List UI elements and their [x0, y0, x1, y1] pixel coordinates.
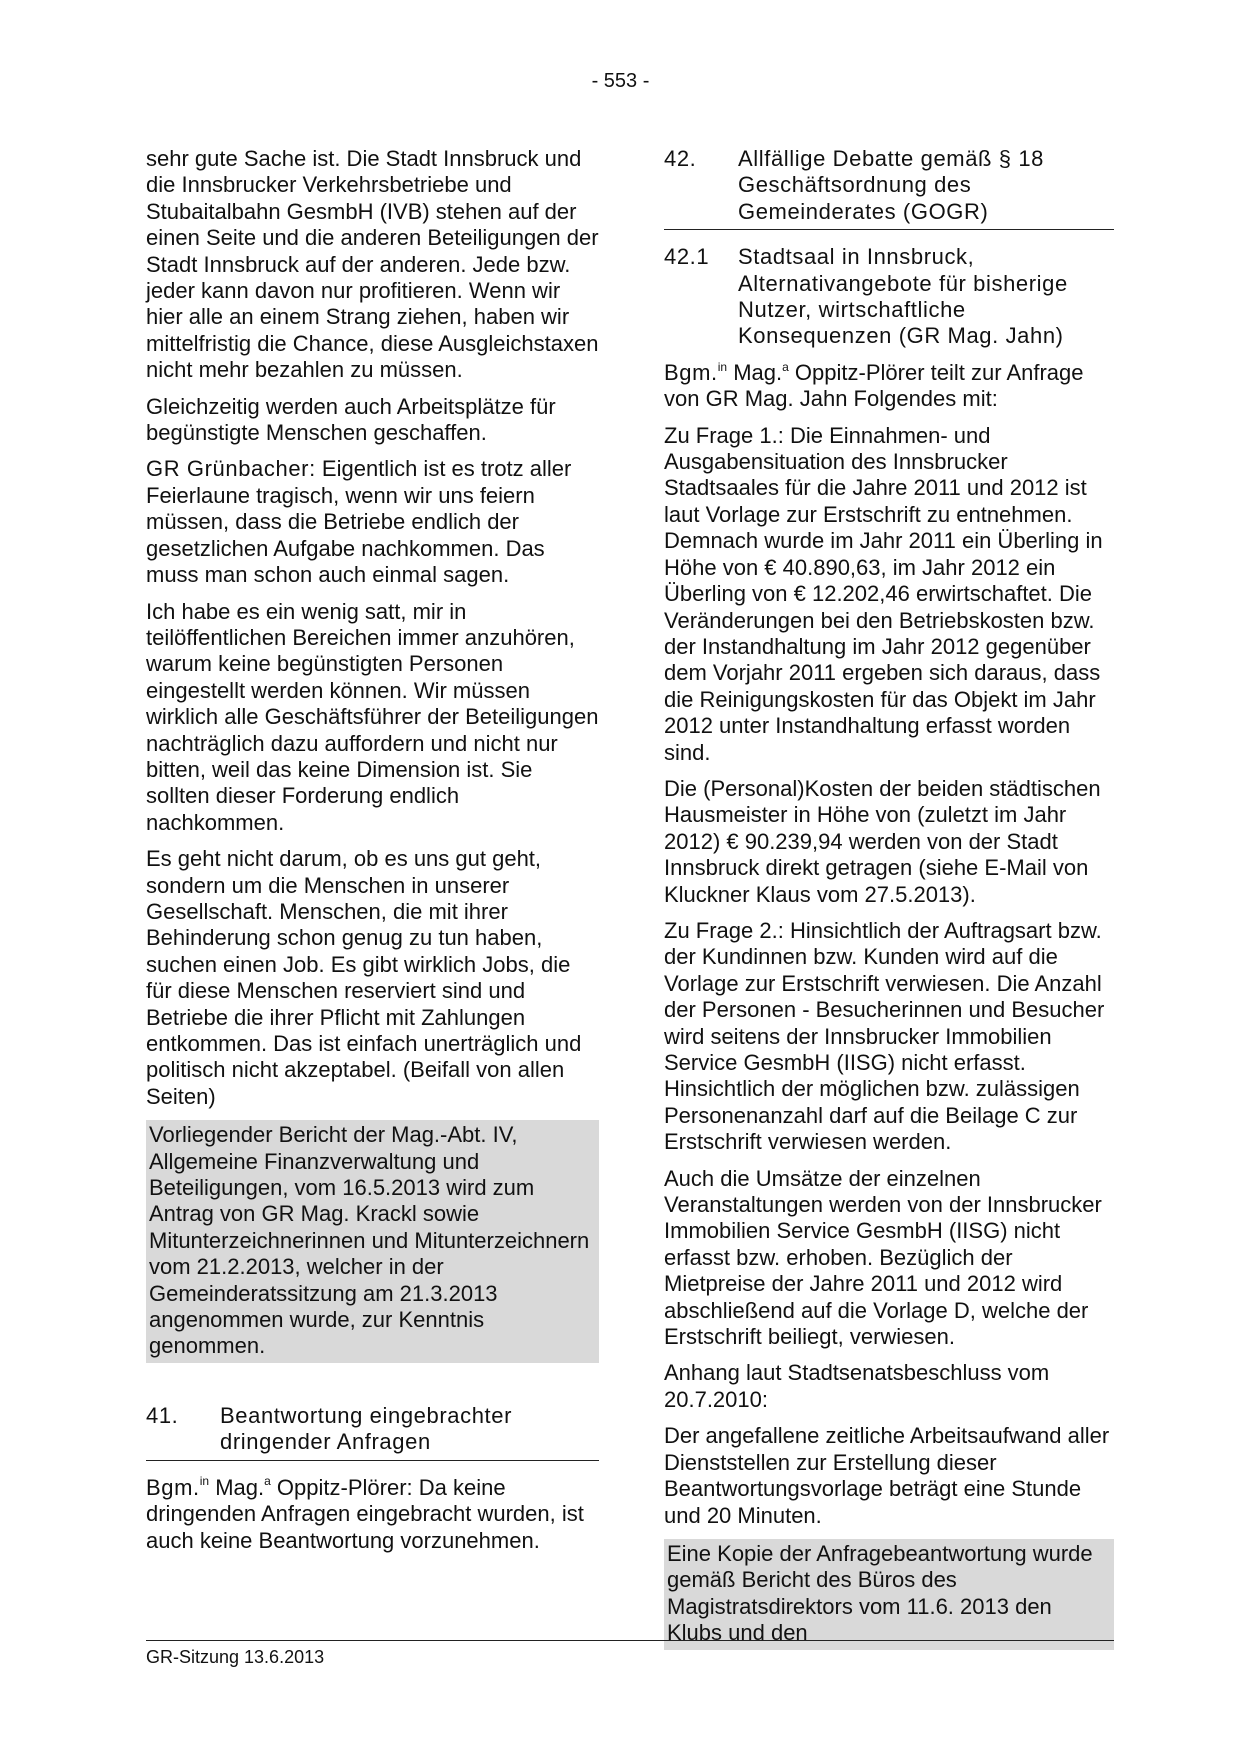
- superscript: a: [264, 1474, 271, 1489]
- speaker-title: Mag.: [727, 359, 783, 385]
- paragraph: Auch die Umsätze der einzelnen Veranstaltungen werden von der Innsbrucker Immobilien Service GesmbH (IISG) nicht erfasst bzw. erhoben. Bezüglich der Mietpreise der Jahre 2011 und 2012 wird abschließend auf die Vorlage D, welche der Erstschrift beiliegt, verwiesen.: [664, 1165, 1102, 1350]
- footer-session-date: GR-Sitzung 13.6.2013: [146, 1647, 325, 1667]
- paragraph: sehr gute Sache ist. Die Stadt Innsbruck und die Innsbrucker Verkehrsbetriebe und Stubaitalbahn GesmbH (IVB) stehen auf der einen Seite und die anderen Beteiligungen der Stadt Innsbruck auf der anderen. Jede bzw. jeder kann davon nur profitieren. Wenn wir hier alle an einem Strang ziehen, haben wir mittelfristig die Chance, diese Ausgleichstaxen nicht mehr bezahlen zu müssen.: [146, 146, 599, 383]
- agenda-heading-42-1: [664, 244, 1114, 350]
- heading-number: 42.: [664, 146, 697, 171]
- speaker-title: Mag.: [209, 1474, 265, 1500]
- left-column: [146, 146, 599, 1564]
- paragraph: [146, 456, 599, 588]
- page-number: - 553 -: [591, 70, 650, 92]
- paragraph: Gleichzeitig werden auch Arbeitsplätze für begünstigte Menschen geschaffen.: [146, 393, 556, 446]
- superscript: a: [782, 359, 789, 374]
- paragraph: Der angefallene zeitliche Arbeitsaufwand aller Dienststellen zur Erstellung dieser Beantwortungsvorlage beträgt eine Stunde und 20 Minuten.: [664, 1423, 1110, 1528]
- paragraph: Es geht nicht darum, ob es uns gut geht, sondern um die Menschen in unserer Gesellschaft. Menschen, die mit ihrer Behinderung schon genug zu tun haben, suchen einen Job. Es gibt wirklich Jobs, die für diese Menschen reserviert sind und Betriebe die ihrer Pflicht mit Zahlungen entkommen. Das ist einfach unerträglich und politisch nicht akzeptabel. (Beifall von allen Seiten): [146, 846, 582, 1109]
- paragraph: Zu Frage 1.: Die Einnahmen- und Ausgabensituation des Innsbrucker Stadtsaales für die Jahre 2011 und 2012 ist laut Vorlage zur Erstschrift zu entnehmen. Demnach wurde im Jahr 2011 ein Überling in Höhe von € 40.890,63, im Jahr 2012 ein Überling von € 12.202,46 erwirtschaftet. Die Veränderungen bei den Betriebskosten bzw. der Instandhaltung im Jahr 2012 gegenüber dem Vorjahr 2011 ergeben sich daraus, dass die Reinigungskosten für das Objekt im Jahr 2012 unter Instandhaltung erfasst worden sind.: [664, 422, 1103, 765]
- speaker-title: Bgm.: [146, 1474, 200, 1500]
- heading-text: Beantwortung eingebrachter dringender Anfragen: [220, 1402, 513, 1455]
- superscript: in: [717, 359, 728, 374]
- agenda-heading-41: [146, 1403, 599, 1461]
- speaker-title: Bgm.: [664, 359, 718, 385]
- speech-text: Eigentlich ist es trotz aller Feierlaune tragisch, wenn wir uns feiern müssen, dass die Betriebe endlich der gesetzlichen Aufgabe nachkommen. Das muss man schon auch einmal sagen.: [146, 456, 572, 588]
- speaker-name: GR Grünbacher:: [146, 456, 316, 482]
- superscript: in: [199, 1474, 210, 1489]
- speech-text: Oppitz-Plörer teilt zur Anfrage von GR Mag. Jahn Folgendes mit:: [664, 359, 1084, 412]
- agenda-heading-42: [664, 146, 1114, 230]
- heading-text: Stadtsaal in Innsbruck, Alternativangebote für bisherige Nutzer, wirtschaftliche Konsequenzen (GR Mag. Jahn): [738, 244, 1068, 349]
- distribution-box: Eine Kopie der Anfragebeantwortung wurde gemäß Bericht des Büros des Magistratsdirektors vom 11.6. 2013 den Klubs und den: [664, 1539, 1114, 1650]
- paragraph: Ich habe es ein wenig satt, mir in teilöffentlichen Bereichen immer anzuhören, warum keine begünstigten Personen eingestellt werden können. Wir müssen wirklich alle Geschäftsführer der Beteiligungen nachträglich dazu auffordern und nicht nur bitten, weil das keine Dimension ist. Sie sollten dieser Forderung endlich nachkommen.: [146, 598, 599, 835]
- resolution-box: Vorliegender Bericht der Mag.-Abt. IV, Allgemeine Finanzverwaltung und Beteiligungen, vom 16.5.2013 wird zum Antrag von GR Mag. Krackl sowie Mitunterzeichnerinnen und Mitunterzeichnern vom 21.2.2013, welcher in der Gemeinderatssitzung am 21.3.2013 angenommen wurde, zur Kenntnis genommen.: [146, 1120, 599, 1363]
- paragraph: [664, 360, 1114, 413]
- paragraph: [146, 1475, 599, 1554]
- heading-text: Allfällige Debatte gemäß § 18 Geschäftsordnung des Gemeinderates (GOGR): [738, 146, 1045, 224]
- right-column: [664, 146, 1114, 1660]
- speech-text: Oppitz-Plörer: Da keine dringenden Anfragen eingebracht wurden, ist auch keine Beantwortung vorzunehmen.: [146, 1474, 584, 1553]
- paragraph: Anhang laut Stadtsenatsbeschluss vom 20.7.2010:: [664, 1360, 1050, 1412]
- paragraph: Die (Personal)Kosten der beiden städtischen Hausmeister in Höhe von (zuletzt im Jahr 2012) € 90.239,94 werden von der Stadt Innsbruck direkt getragen (siehe E-Mail von Kluckner Klaus vom 27.5.2013).: [664, 775, 1101, 907]
- heading-number: 42.1: [664, 244, 710, 270]
- footer-divider: [146, 1640, 1114, 1641]
- paragraph: Zu Frage 2.: Hinsichtlich der Auftragsart bzw. der Kundinnen bzw. Kunden wird auf die Vorlage zur Erstschrift verwiesen. Die Anzahl der Personen - Besucherinnen und Besucher wird seitens der Innsbrucker Immobilien Service GesmbH (IISG) nicht erfasst. Hinsichtlich der möglichen bzw. zulässigen Personenanzahl darf auf die Beilage C zur Erstschrift verwiesen werden.: [664, 917, 1105, 1155]
- heading-number: 41.: [146, 1402, 179, 1428]
